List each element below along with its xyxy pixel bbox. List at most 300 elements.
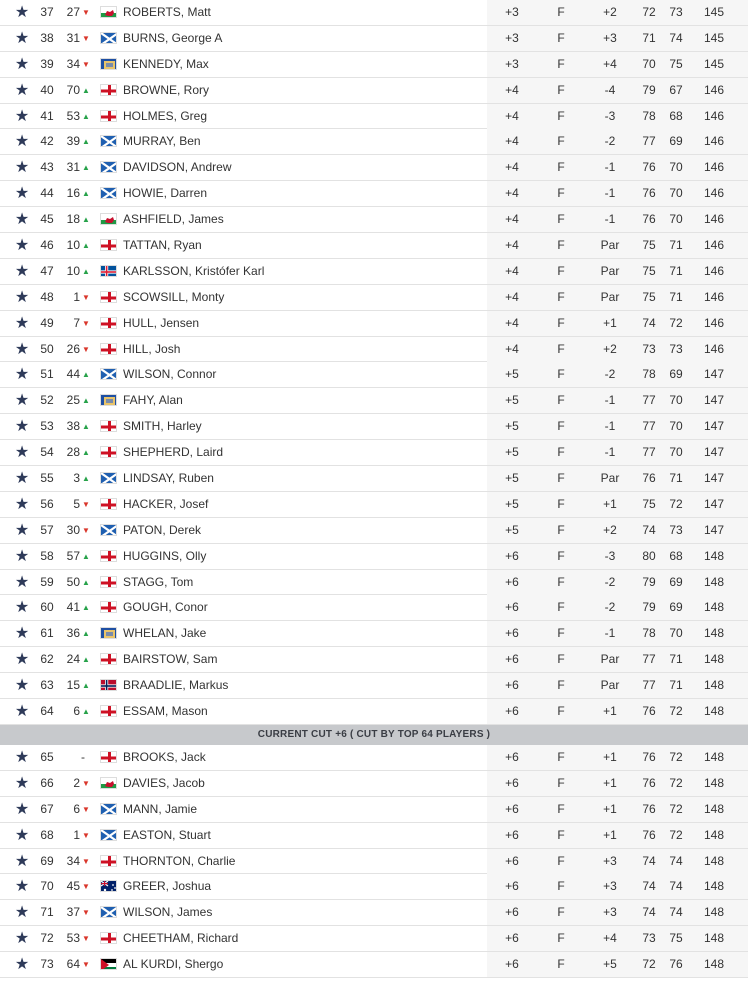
round-1-score: 74 (642, 522, 656, 537)
position: 47 (40, 263, 54, 278)
star-icon[interactable]: ★ (14, 904, 30, 922)
country-flag-icon (100, 135, 117, 147)
table-row[interactable] (0, 699, 748, 725)
round-1-score: 76 (642, 704, 656, 719)
player-name[interactable]: FAHY, Alan (123, 393, 183, 408)
star-icon[interactable]: ★ (14, 81, 30, 99)
star-icon[interactable]: ★ (14, 521, 30, 539)
star-icon[interactable]: ★ (14, 625, 30, 643)
country-flag-icon (100, 368, 117, 380)
position-movement (62, 78, 94, 103)
round-2-score: 72 (669, 704, 683, 719)
table-row[interactable] (0, 849, 748, 875)
aggregate-score: 148 (703, 574, 725, 589)
player-name[interactable]: HACKER, Josef (123, 496, 209, 511)
star-icon[interactable]: ★ (14, 237, 30, 255)
player-name[interactable]: DAVIES, Jacob (123, 775, 205, 790)
triangle-up-icon: ▲ (82, 111, 90, 121)
total-to-par: +6 (505, 853, 519, 868)
player-name[interactable]: HUGGINS, Olly (123, 548, 207, 563)
total-to-par: +4 (505, 160, 519, 175)
round-2-score: 72 (669, 749, 683, 764)
round-2-score: 72 (669, 496, 683, 511)
triangle-down-icon: ▼ (82, 33, 90, 43)
player-name[interactable]: STAGG, Tom (123, 574, 194, 589)
position-movement (62, 362, 94, 387)
star-icon[interactable]: ★ (14, 852, 30, 870)
total-to-par: +6 (505, 879, 519, 894)
round-1-score: 79 (642, 600, 656, 615)
star-icon[interactable]: ★ (14, 826, 30, 844)
position-movement (62, 414, 94, 439)
player-name[interactable]: BROOKS, Jack (123, 749, 206, 764)
star-icon[interactable]: ★ (14, 495, 30, 513)
player-name[interactable]: ROBERTS, Matt (123, 5, 211, 19)
country-flag-icon (100, 420, 117, 432)
star-icon[interactable]: ★ (14, 599, 30, 617)
position-movement (62, 26, 94, 51)
aggregate-score: 148 (703, 626, 725, 641)
star-icon[interactable]: ★ (14, 107, 30, 125)
round-1-score: 78 (642, 367, 656, 382)
today-score: -1 (604, 419, 616, 434)
aggregate-score: 145 (703, 5, 725, 19)
total-to-par: +4 (505, 186, 519, 201)
round-1-score: 76 (642, 827, 656, 842)
thru: F (557, 445, 565, 460)
today-score: +1 (603, 801, 617, 816)
position-movement (62, 388, 94, 413)
country-flag-icon (100, 906, 117, 918)
thru: F (557, 548, 565, 563)
table-row[interactable] (0, 337, 748, 363)
position-movement (62, 337, 94, 362)
round-2-score: 67 (669, 82, 683, 97)
round-1-score: 76 (642, 186, 656, 201)
today-score: +1 (603, 827, 617, 842)
triangle-down-icon: ▼ (82, 344, 90, 354)
table-row[interactable] (0, 440, 748, 466)
table-row[interactable] (0, 797, 748, 823)
round-1-score: 75 (642, 238, 656, 253)
movement-value: 7 (73, 315, 81, 330)
country-flag-icon (100, 187, 117, 199)
player-name[interactable]: WILSON, James (123, 905, 213, 920)
thru: F (557, 652, 565, 667)
today-score: +3 (603, 879, 617, 894)
thru: F (557, 341, 565, 356)
star-icon[interactable]: ★ (14, 418, 30, 436)
triangle-up-icon: ▲ (82, 448, 90, 458)
player-name[interactable]: EASTON, Stuart (123, 827, 211, 842)
aggregate-score: 148 (703, 704, 725, 719)
country-flag-icon (100, 84, 117, 96)
star-icon[interactable]: ★ (14, 651, 30, 669)
table-row[interactable] (0, 0, 748, 26)
position-movement (62, 647, 94, 672)
movement-value: 41 (66, 600, 81, 615)
thru: F (557, 775, 565, 790)
table-row[interactable] (0, 78, 748, 104)
aggregate-score: 146 (703, 263, 725, 278)
star-icon[interactable]: ★ (14, 703, 30, 721)
aggregate-score: 146 (703, 108, 725, 123)
round-2-score: 71 (669, 238, 683, 253)
round-2-score: 73 (669, 341, 683, 356)
table-row[interactable] (0, 518, 748, 544)
star-icon[interactable]: ★ (14, 288, 30, 306)
table-row[interactable] (0, 181, 748, 207)
aggregate-score: 145 (703, 30, 725, 45)
player-name[interactable]: SCOWSILL, Monty (123, 289, 225, 304)
position-movement (62, 440, 94, 465)
aggregate-score: 147 (703, 367, 725, 382)
today-score: -2 (604, 600, 616, 615)
position-movement (62, 181, 94, 206)
table-row[interactable] (0, 595, 748, 621)
country-flag-icon (100, 803, 117, 815)
player-name[interactable]: BAIRSTOW, Sam (123, 652, 218, 667)
table-row[interactable] (0, 874, 748, 900)
triangle-up-icon: ▲ (82, 396, 90, 406)
star-icon[interactable]: ★ (14, 547, 30, 565)
star-icon[interactable]: ★ (14, 774, 30, 792)
position: 43 (40, 160, 54, 175)
table-row[interactable] (0, 155, 748, 181)
player-name[interactable]: BURNS, George A (123, 30, 223, 45)
thru: F (557, 315, 565, 330)
round-2-score: 72 (669, 775, 683, 790)
movement-value: 37 (66, 905, 81, 920)
player-name[interactable]: CHEETHAM, Richard (123, 931, 239, 946)
movement-value: 6 (73, 704, 81, 719)
today-score: -1 (604, 393, 616, 408)
star-icon[interactable]: ★ (14, 262, 30, 280)
position-movement (62, 926, 94, 951)
table-row[interactable] (0, 207, 748, 233)
position: 67 (40, 801, 54, 816)
country-flag-icon (100, 32, 117, 44)
country-flag-icon (100, 679, 117, 691)
table-row[interactable] (0, 647, 748, 673)
movement-value: 28 (66, 445, 81, 460)
round-1-score: 72 (642, 957, 656, 972)
position: 60 (40, 600, 54, 615)
table-row[interactable] (0, 129, 748, 155)
thru: F (557, 30, 565, 45)
movement-value: 16 (66, 186, 81, 201)
player-name[interactable]: GOUGH, Conor (123, 600, 208, 615)
player-name[interactable]: ASHFIELD, James (123, 212, 224, 227)
country-flag-icon (100, 446, 117, 458)
round-2-score: 71 (669, 652, 683, 667)
round-2-score: 74 (669, 30, 683, 45)
total-to-par: +5 (505, 419, 519, 434)
player-name[interactable]: BRAADLIE, Markus (123, 678, 229, 693)
position: 52 (40, 393, 54, 408)
star-icon[interactable]: ★ (14, 55, 30, 73)
triangle-down-icon: ▼ (82, 960, 90, 970)
star-icon[interactable]: ★ (14, 878, 30, 896)
player-name[interactable]: WILSON, Connor (123, 367, 217, 382)
round-1-score: 77 (642, 652, 656, 667)
star-icon[interactable]: ★ (14, 748, 30, 766)
thru: F (557, 853, 565, 868)
round-2-score: 71 (669, 678, 683, 693)
thru: F (557, 82, 565, 97)
table-row[interactable] (0, 388, 748, 414)
table-row[interactable] (0, 259, 748, 285)
star-icon[interactable]: ★ (14, 211, 30, 229)
star-icon[interactable]: ★ (14, 4, 30, 21)
country-flag-icon (100, 880, 117, 892)
movement-value: 24 (66, 652, 81, 667)
round-1-score: 76 (642, 160, 656, 175)
star-icon[interactable]: ★ (14, 930, 30, 948)
table-row[interactable] (0, 544, 748, 570)
round-1-score: 77 (642, 134, 656, 149)
total-to-par: +6 (505, 600, 519, 615)
movement-value: 27 (66, 5, 81, 19)
position: 48 (40, 289, 54, 304)
round-2-score: 76 (669, 957, 683, 972)
triangle-up-icon: ▲ (82, 603, 90, 613)
aggregate-score: 148 (703, 775, 725, 790)
today-score: Par (600, 263, 620, 278)
round-1-score: 79 (642, 574, 656, 589)
total-to-par: +4 (505, 263, 519, 278)
star-icon[interactable]: ★ (14, 159, 30, 177)
table-row[interactable] (0, 285, 748, 311)
star-icon[interactable]: ★ (14, 800, 30, 818)
country-flag-icon (100, 777, 117, 789)
movement-value: 25 (66, 393, 81, 408)
movement-value: 45 (66, 879, 81, 894)
thru: F (557, 678, 565, 693)
triangle-up-icon: ▲ (82, 85, 90, 95)
round-2-score: 69 (669, 600, 683, 615)
table-row[interactable] (0, 233, 748, 259)
star-icon[interactable]: ★ (14, 29, 30, 47)
player-name[interactable]: PATON, Derek (123, 522, 202, 537)
player-name[interactable]: TATTAN, Ryan (123, 238, 202, 253)
thru: F (557, 160, 565, 175)
position: 42 (40, 134, 54, 149)
position: 66 (40, 775, 54, 790)
player-name[interactable]: LINDSAY, Ruben (123, 471, 214, 486)
table-row[interactable] (0, 52, 748, 78)
movement-value: 10 (66, 263, 81, 278)
position: 70 (40, 879, 54, 894)
position: 62 (40, 652, 54, 667)
aggregate-score: 146 (703, 212, 725, 227)
today-score: -1 (604, 626, 616, 641)
round-2-score: 73 (669, 522, 683, 537)
triangle-up-icon: ▲ (82, 422, 90, 432)
country-flag-icon (100, 498, 117, 510)
star-icon[interactable]: ★ (14, 392, 30, 410)
star-icon[interactable]: ★ (14, 133, 30, 151)
position: 50 (40, 341, 54, 356)
total-to-par: +6 (505, 704, 519, 719)
position-movement (62, 259, 94, 284)
table-row[interactable] (0, 570, 748, 596)
table-row[interactable] (0, 900, 748, 926)
triangle-up-icon: ▲ (82, 163, 90, 173)
movement-value: 34 (66, 853, 81, 868)
leaderboard-rows-below-cut (0, 745, 748, 978)
triangle-up-icon: ▲ (82, 681, 90, 691)
star-icon[interactable]: ★ (14, 444, 30, 462)
position-movement (62, 952, 94, 977)
triangle-down-icon: ▼ (82, 8, 90, 17)
star-icon[interactable]: ★ (14, 340, 30, 358)
star-icon[interactable]: ★ (14, 185, 30, 203)
table-row[interactable] (0, 466, 748, 492)
aggregate-score: 148 (703, 879, 725, 894)
total-to-par: +5 (505, 496, 519, 511)
player-name[interactable]: HULL, Jensen (123, 315, 200, 330)
star-icon[interactable]: ★ (14, 573, 30, 591)
table-row[interactable] (0, 311, 748, 337)
player-name[interactable]: BROWNE, Rory (123, 82, 210, 97)
round-2-score: 70 (669, 393, 683, 408)
player-name[interactable]: SHEPHERD, Laird (123, 445, 224, 460)
player-name[interactable]: HOWIE, Darren (123, 186, 208, 201)
thru: F (557, 931, 565, 946)
player-name[interactable]: WHELAN, Jake (123, 626, 207, 641)
player-name[interactable]: GREER, Joshua (123, 879, 212, 894)
thru: F (557, 5, 565, 19)
triangle-up-icon: ▲ (82, 629, 90, 639)
player-name[interactable]: KARLSSON, Kristófer Karl (123, 263, 265, 278)
position: 56 (40, 496, 54, 511)
total-to-par: +4 (505, 82, 519, 97)
aggregate-score: 146 (703, 186, 725, 201)
round-2-score: 68 (669, 548, 683, 563)
player-name[interactable]: DAVIDSON, Andrew (123, 160, 232, 175)
position: 65 (40, 749, 54, 764)
player-name[interactable]: ESSAM, Mason (123, 704, 208, 719)
table-row[interactable] (0, 621, 748, 647)
total-to-par: +5 (505, 445, 519, 460)
round-2-score: 70 (669, 186, 683, 201)
movement-value: 36 (66, 626, 81, 641)
star-icon[interactable]: ★ (14, 677, 30, 695)
total-to-par: +6 (505, 905, 519, 920)
round-2-score: 71 (669, 263, 683, 278)
triangle-down-icon: ▼ (82, 908, 90, 918)
movement-value: 64 (66, 957, 81, 972)
thru: F (557, 56, 565, 71)
thru: F (557, 263, 565, 278)
table-row[interactable] (0, 771, 748, 797)
aggregate-score: 146 (703, 134, 725, 149)
table-row[interactable] (0, 492, 748, 518)
country-flag-icon (100, 343, 117, 355)
player-name[interactable]: MANN, Jamie (123, 801, 198, 816)
round-1-score: 78 (642, 108, 656, 123)
position-movement (62, 823, 94, 848)
player-name[interactable]: HOLMES, Greg (123, 108, 208, 123)
table-row[interactable] (0, 673, 748, 699)
player-name[interactable]: HILL, Josh (123, 341, 181, 356)
today-score: +2 (603, 5, 617, 19)
today-score: +1 (603, 749, 617, 764)
aggregate-score: 147 (703, 522, 725, 537)
position: 37 (40, 5, 54, 19)
movement-value: 39 (66, 134, 81, 149)
triangle-up-icon: ▲ (82, 577, 90, 587)
aggregate-score: 146 (703, 82, 725, 97)
country-flag-icon (100, 705, 117, 717)
today-score: -1 (604, 186, 616, 201)
triangle-down-icon: ▼ (82, 59, 90, 69)
total-to-par: +4 (505, 315, 519, 330)
table-row[interactable] (0, 104, 748, 130)
total-to-par: +4 (505, 134, 519, 149)
thru: F (557, 186, 565, 201)
movement-value: 50 (66, 574, 81, 589)
country-flag-icon (100, 855, 117, 867)
table-row[interactable] (0, 362, 748, 388)
triangle-down-icon: ▼ (82, 830, 90, 840)
movement-value: - (81, 749, 85, 764)
player-name[interactable]: MURRAY, Ben (123, 134, 201, 149)
table-row[interactable] (0, 952, 748, 978)
today-score: Par (600, 652, 620, 667)
table-row[interactable] (0, 414, 748, 440)
position-movement (62, 466, 94, 491)
total-to-par: +5 (505, 522, 519, 537)
triangle-down-icon: ▼ (82, 934, 90, 944)
table-row[interactable] (0, 823, 748, 849)
thru: F (557, 879, 565, 894)
position-movement (62, 595, 94, 620)
movement-value: 2 (73, 775, 81, 790)
position-movement (62, 771, 94, 796)
thru: F (557, 626, 565, 641)
star-icon[interactable]: ★ (14, 956, 30, 974)
player-name[interactable]: AL KURDI, Shergo (123, 957, 224, 972)
total-to-par: +3 (505, 30, 519, 45)
player-name[interactable]: THORNTON, Charlie (123, 853, 236, 868)
position: 55 (40, 471, 54, 486)
country-flag-icon (100, 213, 117, 225)
total-to-par: +6 (505, 827, 519, 842)
today-score: +2 (603, 341, 617, 356)
position-movement (62, 129, 94, 154)
aggregate-score: 148 (703, 957, 725, 972)
player-name[interactable]: SMITH, Harley (123, 419, 202, 434)
star-icon[interactable]: ★ (14, 314, 30, 332)
position: 72 (40, 931, 54, 946)
table-row[interactable] (0, 926, 748, 952)
position: 49 (40, 315, 54, 330)
table-row[interactable] (0, 745, 748, 771)
position: 54 (40, 445, 54, 460)
star-icon[interactable]: ★ (14, 470, 30, 488)
position: 64 (40, 704, 54, 719)
star-icon[interactable]: ★ (14, 366, 30, 384)
player-name[interactable]: KENNEDY, Max (123, 56, 209, 71)
position: 68 (40, 827, 54, 842)
round-2-score: 74 (669, 905, 683, 920)
position: 71 (40, 905, 54, 920)
table-row[interactable] (0, 26, 748, 52)
total-to-par: +4 (505, 341, 519, 356)
today-score: +3 (603, 905, 617, 920)
